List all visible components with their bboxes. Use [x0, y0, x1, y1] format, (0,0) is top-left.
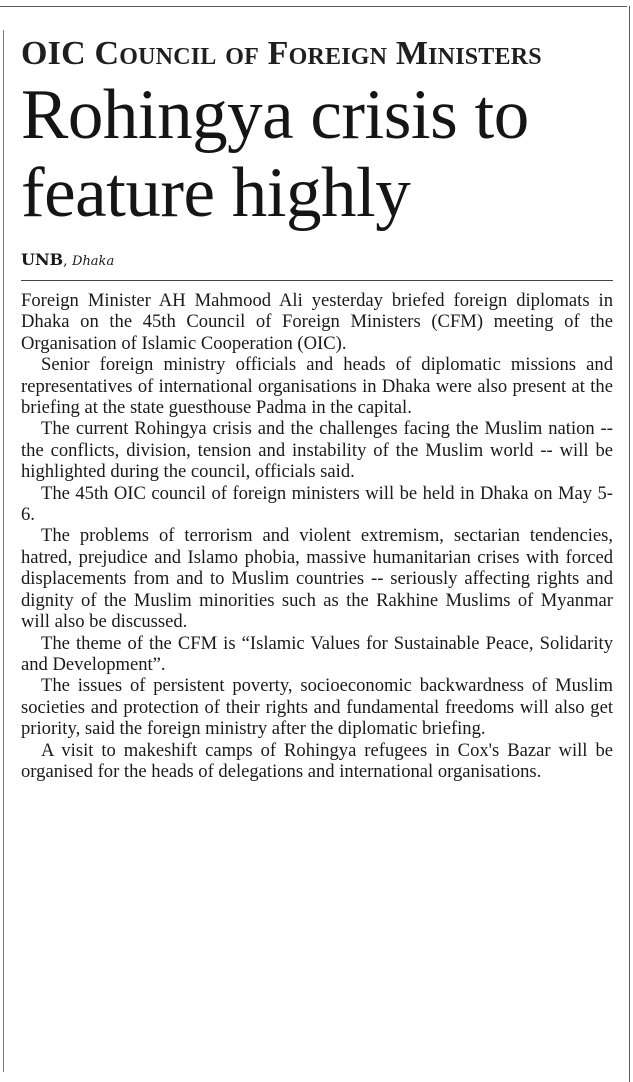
byline-city: Dhaka	[72, 254, 115, 269]
article-headline: Rohingya crisis to feature highly	[21, 76, 529, 232]
byline-agency: UNB	[21, 250, 64, 269]
article-kicker: OIC Council of Foreign Ministers	[21, 35, 542, 72]
body-paragraph: Foreign Minister AH Mahmood Ali yesterday briefed foreign diplomats in Dhaka on the 45th Council of Foreign Ministers (CFM) meeting of the Organisation of Islamic Cooperation (OIC).	[21, 290, 613, 354]
clipping-border-top	[0, 6, 627, 7]
clipping-border-left	[3, 30, 4, 1072]
body-paragraph: The current Rohingya crisis and the challenges facing the Muslim nation -- the conflicts, division, tension and instability of the Muslim world -- will be highlighted during the council, officials said.	[21, 418, 613, 483]
byline-divider	[21, 280, 613, 281]
article-byline	[21, 251, 613, 271]
body-paragraph: Senior foreign ministry officials and heads of diplomatic missions and representatives of international organisations in Dhaka were also present at the briefing at the state guesthouse Padma in the capital.	[21, 354, 613, 419]
body-paragraph: A visit to makeshift camps of Rohingya refugees in Cox's Bazar will be organised for the heads of delegations and international organisations.	[21, 739, 613, 782]
byline-separator: ,	[63, 253, 68, 269]
body-paragraph: The 45th OIC council of foreign ministers will be held in Dhaka on May 5-6.	[21, 482, 613, 526]
body-paragraph: The theme of the CFM is “Islamic Values for Sustainable Peace, Solidarity and Development”.	[21, 632, 613, 675]
body-paragraph: The problems of terrorism and violent extremism, sectarian tendencies, hatred, prejudice and Islamo phobia, massive humanitarian crises with forced displacements from and to Muslim countries -- seriously affecting rights and dignity of the Muslim minorities such as the Rakhine Muslims of Myanmar will also be discussed.	[21, 525, 613, 633]
article-body	[21, 290, 613, 782]
body-paragraph: The issues of persistent poverty, socioeconomic backwardness of Muslim societies and protection of their rights and fundamental freedoms will also get priority, said the foreign ministry after the diplomatic briefing.	[21, 675, 613, 740]
news-article	[21, 34, 613, 782]
clipping-border-right	[629, 6, 630, 1082]
